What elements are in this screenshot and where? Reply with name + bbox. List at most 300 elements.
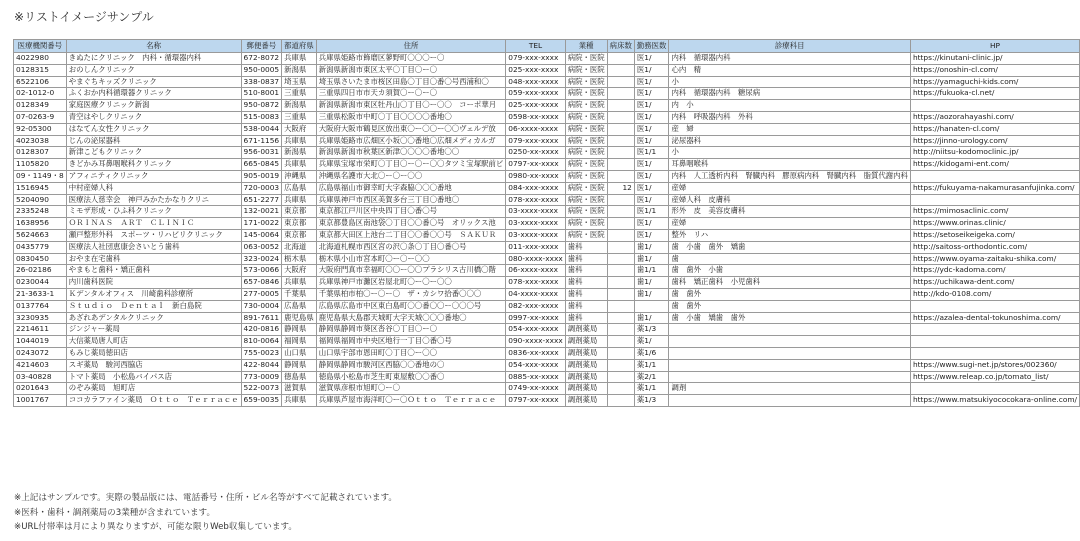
table-row <box>14 170 1080 182</box>
cell-beds <box>607 312 634 324</box>
table-row <box>14 395 1080 407</box>
cell-hp: https://azalea-dental-tokunoshima.com/ <box>910 312 1079 324</box>
cell-tel: 0250-xx-xxxx <box>506 147 565 159</box>
table-row <box>14 206 1080 218</box>
cell-prefecture: 東京都 <box>282 229 317 241</box>
cell-name: やまもと歯科・矯正歯科 <box>66 265 241 277</box>
cell-doctors: 医1/ <box>634 194 669 206</box>
cell-industry: 病院・医院 <box>565 53 607 65</box>
cell-doctors: 薬1/6 <box>634 347 669 359</box>
cell-tel: 079-xxx-xxxx <box>506 135 565 147</box>
cell-name: じんの泌尿器科 <box>66 135 241 147</box>
cell-name: Ｋデンタルオフィス 川崎歯科診療所 <box>66 288 241 300</box>
cell-beds <box>607 371 634 383</box>
cell-address: 静岡県静岡市葵区沓谷〇丁目〇ー〇 <box>316 324 506 336</box>
cell-address: 大阪府大阪市鶴見区放出東〇ー〇〇ー〇〇ヴェルデ放 <box>316 123 506 135</box>
col-header-doctors: 勤務医数 <box>634 40 669 53</box>
cell-id: 0137764 <box>14 300 67 312</box>
cell-prefecture: 徳島県 <box>282 371 317 383</box>
cell-prefecture: 静岡県 <box>282 359 317 371</box>
cell-name: 瀬戸整形外科 スポーツ・リハビリクリニック <box>66 229 241 241</box>
cell-doctors: 医1/ <box>634 135 669 147</box>
cell-prefecture: 兵庫県 <box>282 277 317 289</box>
cell-tel: 011-xxx-xxxx <box>506 241 565 253</box>
cell-tel: 03-xxxx-xxxx <box>506 206 565 218</box>
cell-address: 新潟県新潟市東区太平〇丁目〇ー〇 <box>316 64 506 76</box>
cell-prefecture: 北海道 <box>282 241 317 253</box>
cell-address: 兵庫県神戸市灘区岩屋北町〇ー〇ー〇〇 <box>316 277 506 289</box>
cell-id: 3230935 <box>14 312 67 324</box>
cell-address: 兵庫県宝塚市栄町〇丁目〇ー〇ー〇〇タツミ宝塚駅前ビ <box>316 159 506 171</box>
cell-industry: 病院・医院 <box>565 229 607 241</box>
cell-id: 5624663 <box>14 229 67 241</box>
cell-postal: 730-0004 <box>241 300 282 312</box>
cell-postal: 659-0035 <box>241 395 282 407</box>
cell-beds <box>607 147 634 159</box>
cell-hp: https://www.oyama-zaitaku-shika.com/ <box>910 253 1079 265</box>
cell-tel: 078-xxx-xxxx <box>506 194 565 206</box>
table-row <box>14 194 1080 206</box>
cell-departments: 小 <box>669 147 911 159</box>
cell-id: 1638956 <box>14 218 67 230</box>
cell-postal: 905-0019 <box>241 170 282 182</box>
cell-postal: 755-0023 <box>241 347 282 359</box>
cell-name: のぞみ薬局 旭町店 <box>66 383 241 395</box>
facility-table <box>13 39 1080 407</box>
cell-doctors: 薬1/3 <box>634 324 669 336</box>
cell-hp <box>910 300 1079 312</box>
cell-industry: 調剤薬局 <box>565 371 607 383</box>
cell-name: おやま在宅歯科 <box>66 253 241 265</box>
cell-departments: 歯 <box>669 253 911 265</box>
cell-beds <box>607 111 634 123</box>
cell-departments: 泌尿器科 <box>669 135 911 147</box>
cell-postal: 956-0031 <box>241 147 282 159</box>
cell-industry: 病院・医院 <box>565 76 607 88</box>
cell-hp: https://www.releap.co.jp/tomato_list/ <box>910 371 1079 383</box>
cell-id: 2335248 <box>14 206 67 218</box>
cell-hp: https://www.orinas.clinic/ <box>910 218 1079 230</box>
cell-departments <box>669 359 911 371</box>
cell-hp: https://uchikawa-dent.com/ <box>910 277 1079 289</box>
cell-doctors: 医1/ <box>634 100 669 112</box>
cell-name: ふくおか内科循環器クリニック <box>66 88 241 100</box>
cell-doctors: 歯1/ <box>634 312 669 324</box>
table-row <box>14 383 1080 395</box>
cell-postal: 171-0022 <box>241 218 282 230</box>
cell-address: 沖縄県名護市大北〇ー〇ー〇〇 <box>316 170 506 182</box>
cell-hp: https://hanaten-cl.com/ <box>910 123 1079 135</box>
cell-departments: 産婦人科 皮膚科 <box>669 194 911 206</box>
footnotes <box>14 491 397 535</box>
cell-name: 青空はやしクリニック <box>66 111 241 123</box>
cell-prefecture: 兵庫県 <box>282 194 317 206</box>
cell-address: 兵庫県神戸市西区美賀多台三丁目〇番地〇 <box>316 194 506 206</box>
cell-address: 広島県福山市御幸町大字森脇〇〇〇番地 <box>316 182 506 194</box>
table-header-row <box>14 40 1080 53</box>
cell-beds <box>607 347 634 359</box>
cell-hp: https://aozorahayashi.com/ <box>910 111 1079 123</box>
cell-address: 北海道札幌市西区宮の沢〇条〇丁目〇番〇号 <box>316 241 506 253</box>
col-header-address: 住所 <box>316 40 506 53</box>
table-row <box>14 265 1080 277</box>
cell-name: アフィニティクリニック <box>66 170 241 182</box>
cell-beds <box>607 88 634 100</box>
cell-id: 1044019 <box>14 336 67 348</box>
cell-address: 新潟県新潟市東区牡丹山〇丁目〇ー〇〇 コーポ華月 <box>316 100 506 112</box>
cell-prefecture: 山口県 <box>282 347 317 359</box>
table-row <box>14 253 1080 265</box>
cell-tel: 082-xxx-xxxx <box>506 300 565 312</box>
cell-address: 新潟県新潟市秋葉区新津〇〇〇〇番地〇〇 <box>316 147 506 159</box>
cell-doctors: 薬1/1 <box>634 383 669 395</box>
cell-doctors: 医1/ <box>634 159 669 171</box>
cell-hp <box>910 383 1079 395</box>
cell-name: おのしんクリニック <box>66 64 241 76</box>
cell-beds <box>607 277 634 289</box>
cell-address: 鹿児島県大島郡天城町大字天城〇〇〇番地〇 <box>316 312 506 324</box>
cell-industry: 病院・医院 <box>565 182 607 194</box>
cell-industry: 歯科 <box>565 300 607 312</box>
cell-departments <box>669 324 911 336</box>
cell-postal: 277-0005 <box>241 288 282 300</box>
table-row <box>14 64 1080 76</box>
cell-departments: 耳鼻咽喉科 <box>669 159 911 171</box>
cell-industry: 調剤薬局 <box>565 336 607 348</box>
cell-id: 03-40828 <box>14 371 67 383</box>
cell-address: 三重県四日市市天カ須賀〇ー〇ー〇 <box>316 88 506 100</box>
cell-doctors: 医1/ <box>634 218 669 230</box>
cell-tel: 079-xxx-xxxx <box>506 53 565 65</box>
cell-departments: 歯 小歯 矯歯 歯外 <box>669 312 911 324</box>
cell-id: 4023038 <box>14 135 67 147</box>
cell-address: 千葉県柏市柏〇ー〇ー〇 ザ・カシワ拾番〇〇〇 <box>316 288 506 300</box>
cell-doctors: 薬2/1 <box>634 371 669 383</box>
cell-doctors: 医1/ <box>634 76 669 88</box>
cell-prefecture: 広島県 <box>282 300 317 312</box>
cell-address: 東京都豊島区南池袋〇丁目〇〇番〇号 オリックス池 <box>316 218 506 230</box>
cell-industry: 歯科 <box>565 312 607 324</box>
cell-hp: https://ydc-kadoma.com/ <box>910 265 1079 277</box>
cell-postal: 891-7611 <box>241 312 282 324</box>
cell-hp <box>910 170 1079 182</box>
cell-beds <box>607 336 634 348</box>
cell-hp: https://setoseikeigeka.com/ <box>910 229 1079 241</box>
cell-tel: 0797-xx-xxxx <box>506 159 565 171</box>
cell-tel: 03-xxxx-xxxx <box>506 218 565 230</box>
cell-hp <box>910 194 1079 206</box>
cell-prefecture: 埼玉県 <box>282 76 317 88</box>
cell-departments: 内科 人工透析内科 腎臓内科 膠原病内科 腎臓内科 脂質代謝内科 <box>669 170 911 182</box>
cell-id: 07-0263-9 <box>14 111 67 123</box>
cell-beds <box>607 324 634 336</box>
cell-address: 山口県宇部市恩田町〇丁目〇ー〇〇 <box>316 347 506 359</box>
cell-postal: 538-0044 <box>241 123 282 135</box>
cell-departments: 心内 精 <box>669 64 911 76</box>
table-body <box>14 53 1080 407</box>
cell-departments: 内科 循環器内科 糖尿病 <box>669 88 911 100</box>
cell-industry: 病院・医院 <box>565 206 607 218</box>
cell-tel: 084-xxx-xxxx <box>506 182 565 194</box>
cell-tel: 0997-xx-xxxx <box>506 312 565 324</box>
cell-id: 0435779 <box>14 241 67 253</box>
cell-postal: 522-0073 <box>241 383 282 395</box>
cell-id: 0128349 <box>14 100 67 112</box>
table-row <box>14 229 1080 241</box>
cell-address: 兵庫県芦屋市海洋町〇ー〇Ｏｔｔｏ Ｔｅｒｒａｃｅ <box>316 395 506 407</box>
cell-name: あざれあデンタルクリニック <box>66 312 241 324</box>
cell-postal: 145-0064 <box>241 229 282 241</box>
cell-beds <box>607 100 634 112</box>
cell-postal: 773-0009 <box>241 371 282 383</box>
table-row <box>14 147 1080 159</box>
cell-postal: 950-0005 <box>241 64 282 76</box>
cell-tel: 0885-xx-xxxx <box>506 371 565 383</box>
cell-name: ミモザ形成・ひふ科クリニック <box>66 206 241 218</box>
cell-tel: 0980-xx-xxxx <box>506 170 565 182</box>
table-row <box>14 100 1080 112</box>
cell-address: 三重県松阪市中町〇丁目〇〇〇〇番地〇 <box>316 111 506 123</box>
col-header-tel: TEL <box>506 40 565 53</box>
cell-industry: 病院・医院 <box>565 88 607 100</box>
cell-hp: https://mimosaclinic.com/ <box>910 206 1079 218</box>
cell-departments <box>669 395 911 407</box>
cell-id: 1001767 <box>14 395 67 407</box>
table-row <box>14 123 1080 135</box>
cell-postal: 323-0024 <box>241 253 282 265</box>
cell-prefecture: 新潟県 <box>282 64 317 76</box>
cell-prefecture: 新潟県 <box>282 100 317 112</box>
cell-id: 0243072 <box>14 347 67 359</box>
cell-industry: 歯科 <box>565 277 607 289</box>
cell-id: 1516945 <box>14 182 67 194</box>
cell-postal: 063-0052 <box>241 241 282 253</box>
cell-industry: 病院・医院 <box>565 64 607 76</box>
cell-departments: 歯科 矯正歯科 小児歯科 <box>669 277 911 289</box>
cell-doctors: 歯1/1 <box>634 265 669 277</box>
col-header-hp: HP <box>910 40 1079 53</box>
cell-name: 内川歯科医院 <box>66 277 241 289</box>
cell-prefecture: 三重県 <box>282 88 317 100</box>
cell-beds <box>607 135 634 147</box>
cell-postal: 671-1156 <box>241 135 282 147</box>
table-row <box>14 88 1080 100</box>
col-header-name: 名称 <box>66 40 241 53</box>
cell-hp: https://jinno-urology.com/ <box>910 135 1079 147</box>
cell-prefecture: 東京都 <box>282 218 317 230</box>
cell-hp <box>910 336 1079 348</box>
table-row <box>14 53 1080 65</box>
cell-beds <box>607 359 634 371</box>
cell-doctors: 医1/ <box>634 123 669 135</box>
cell-doctors: 薬1/ <box>634 336 669 348</box>
cell-prefecture: 大阪府 <box>282 265 317 277</box>
cell-address: 東京都江戸川区中央四丁目〇番〇号 <box>316 206 506 218</box>
cell-hp: http://kdo-0108.com/ <box>910 288 1079 300</box>
cell-tel: 025-xxx-xxxx <box>506 100 565 112</box>
cell-postal: 422-8044 <box>241 359 282 371</box>
cell-beds <box>607 64 634 76</box>
cell-name: やまぐちキッズクリニック <box>66 76 241 88</box>
cell-hp: https://yamaguchi-kids.com/ <box>910 76 1079 88</box>
cell-name: Ｓｔｕｄｉｏ Ｄｅｎｔａｌ 新白島院 <box>66 300 241 312</box>
cell-prefecture: 静岡県 <box>282 324 317 336</box>
cell-doctors: 医1/ <box>634 229 669 241</box>
cell-name: ココカラファイン薬局 Ｏｔｔｏ Ｔｅｒｒａｃｅ <box>66 395 241 407</box>
cell-beds <box>607 253 634 265</box>
cell-doctors <box>634 300 669 312</box>
cell-prefecture: 大阪府 <box>282 123 317 135</box>
cell-tel: 03-xxxx-xxxx <box>506 229 565 241</box>
table-row <box>14 359 1080 371</box>
cell-id: 02-1012-0 <box>14 88 67 100</box>
cell-industry: 歯科 <box>565 265 607 277</box>
cell-postal: 420-0816 <box>241 324 282 336</box>
cell-industry: 病院・医院 <box>565 111 607 123</box>
cell-departments: 調剤 <box>669 383 911 395</box>
cell-doctors: 医1/ <box>634 53 669 65</box>
cell-prefecture: 東京都 <box>282 206 317 218</box>
col-header-departments: 診療科目 <box>669 40 911 53</box>
cell-hp <box>910 347 1079 359</box>
cell-address: 東京都大田区上池台二丁目〇〇番〇〇号 ＳＡＫＵＲ <box>316 229 506 241</box>
cell-id: 6522106 <box>14 76 67 88</box>
cell-prefecture: 広島県 <box>282 182 317 194</box>
cell-name: トマト薬局 小松島バイパス店 <box>66 371 241 383</box>
cell-prefecture: 沖縄県 <box>282 170 317 182</box>
table-row <box>14 218 1080 230</box>
cell-postal: 515-0083 <box>241 111 282 123</box>
cell-id: 26-02186 <box>14 265 67 277</box>
cell-prefecture: 兵庫県 <box>282 135 317 147</box>
cell-doctors: 医1/ <box>634 170 669 182</box>
cell-departments <box>669 347 911 359</box>
cell-address: 広島県広島市中区東白島町〇〇番〇〇ー〇〇〇号 <box>316 300 506 312</box>
cell-industry: 病院・医院 <box>565 194 607 206</box>
cell-beds <box>607 383 634 395</box>
cell-prefecture: 福岡県 <box>282 336 317 348</box>
cell-id: 2214611 <box>14 324 67 336</box>
table-row <box>14 135 1080 147</box>
cell-industry: 病院・医院 <box>565 100 607 112</box>
cell-tel: 078-xxx-xxxx <box>506 277 565 289</box>
cell-name: ＯＲＩＮＡＳ ＡＲＴ ＣＬＩＮＩＣ <box>66 218 241 230</box>
cell-id: 4022980 <box>14 53 67 65</box>
table-row <box>14 300 1080 312</box>
cell-beds <box>607 170 634 182</box>
cell-name: 医療法人慈幸会 神戸みかたかなりクリニ <box>66 194 241 206</box>
cell-postal: 657-0846 <box>241 277 282 289</box>
cell-id: 0830450 <box>14 253 67 265</box>
cell-industry: 調剤薬局 <box>565 324 607 336</box>
cell-tel: 04-xxxx-xxxx <box>506 288 565 300</box>
page-title: ※リストイメージサンプル <box>14 10 154 24</box>
cell-name: きどかみ耳鼻咽喉科クリニック <box>66 159 241 171</box>
cell-name: もみじ薬局徳田店 <box>66 347 241 359</box>
cell-hp: https://www.matsukiyococokara-online.com/ <box>910 395 1079 407</box>
cell-tel: 0598-xx-xxxx <box>506 111 565 123</box>
cell-address: 埼玉県さいたま市桜区田島〇丁目〇番〇号西浦和〇 <box>316 76 506 88</box>
cell-prefecture: 兵庫県 <box>282 53 317 65</box>
cell-industry: 調剤薬局 <box>565 383 607 395</box>
cell-postal: 338-0837 <box>241 76 282 88</box>
cell-prefecture: 千葉県 <box>282 288 317 300</box>
cell-id: 0128315 <box>14 64 67 76</box>
cell-prefecture: 三重県 <box>282 111 317 123</box>
cell-doctors: 医1/1 <box>634 147 669 159</box>
table-row <box>14 288 1080 300</box>
table-row <box>14 347 1080 359</box>
cell-doctors: 薬1/3 <box>634 395 669 407</box>
cell-postal: 720-0003 <box>241 182 282 194</box>
cell-id: 09・1149・8 <box>14 170 67 182</box>
cell-industry: 病院・医院 <box>565 218 607 230</box>
cell-beds <box>607 265 634 277</box>
cell-departments: 整外 リハ <box>669 229 911 241</box>
cell-doctors: 歯1/ <box>634 253 669 265</box>
cell-id: 4214603 <box>14 359 67 371</box>
cell-prefecture: 滋賀県 <box>282 383 317 395</box>
cell-hp: https://fukuyama-nakamurasanfujinka.com/ <box>910 182 1079 194</box>
cell-doctors: 医1/ <box>634 111 669 123</box>
cell-tel: 0836-xx-xxxx <box>506 347 565 359</box>
table-row <box>14 241 1080 253</box>
cell-tel: 059-xxx-xxxx <box>506 88 565 100</box>
cell-tel: 080-xxxx-xxxx <box>506 253 565 265</box>
cell-beds <box>607 395 634 407</box>
cell-beds <box>607 159 634 171</box>
table-row <box>14 111 1080 123</box>
cell-name: 新津こどもクリニック <box>66 147 241 159</box>
cell-departments <box>669 371 911 383</box>
cell-hp <box>910 100 1079 112</box>
cell-doctors: 薬1/1 <box>634 359 669 371</box>
cell-prefecture: 兵庫県 <box>282 395 317 407</box>
cell-tel: 0797-xx-xxxx <box>506 395 565 407</box>
cell-departments <box>669 336 911 348</box>
cell-industry: 調剤薬局 <box>565 395 607 407</box>
cell-postal: 672-8072 <box>241 53 282 65</box>
cell-prefecture: 栃木県 <box>282 253 317 265</box>
cell-doctors: 歯1/ <box>634 277 669 289</box>
cell-departments: 内科 呼吸器内科 外科 <box>669 111 911 123</box>
cell-address: 兵庫県姫路市飾磨区蓼野町〇〇〇ー〇 <box>316 53 506 65</box>
footnote: ※URL付帯率は月により異なりますが、可能な限りWeb収集しています。 <box>14 522 297 532</box>
cell-tel: 0749-xx-xxxx <box>506 383 565 395</box>
cell-doctors: 歯1/ <box>634 288 669 300</box>
cell-hp <box>910 324 1079 336</box>
cell-beds <box>607 229 634 241</box>
cell-tel: 025-xxx-xxxx <box>506 64 565 76</box>
cell-name: スギ薬局 駿河西脇店 <box>66 359 241 371</box>
table-row <box>14 159 1080 171</box>
cell-name: 中村産婦人科 <box>66 182 241 194</box>
cell-id: 0230044 <box>14 277 67 289</box>
cell-address: 滋賀県彦根市旭町〇ー〇 <box>316 383 506 395</box>
cell-industry: 歯科 <box>565 253 607 265</box>
cell-postal: 573-0066 <box>241 265 282 277</box>
cell-name: きぬたにクリニック 内科・循環器内科 <box>66 53 241 65</box>
table-row <box>14 336 1080 348</box>
cell-address: 静岡県静岡市駿河区西脇〇〇番地の〇 <box>316 359 506 371</box>
cell-beds <box>607 288 634 300</box>
cell-beds <box>607 206 634 218</box>
cell-name: はなてん女性クリニック <box>66 123 241 135</box>
cell-beds <box>607 300 634 312</box>
col-header-industry: 業種 <box>565 40 607 53</box>
cell-doctors: 医1/ <box>634 88 669 100</box>
cell-postal: 651-2277 <box>241 194 282 206</box>
